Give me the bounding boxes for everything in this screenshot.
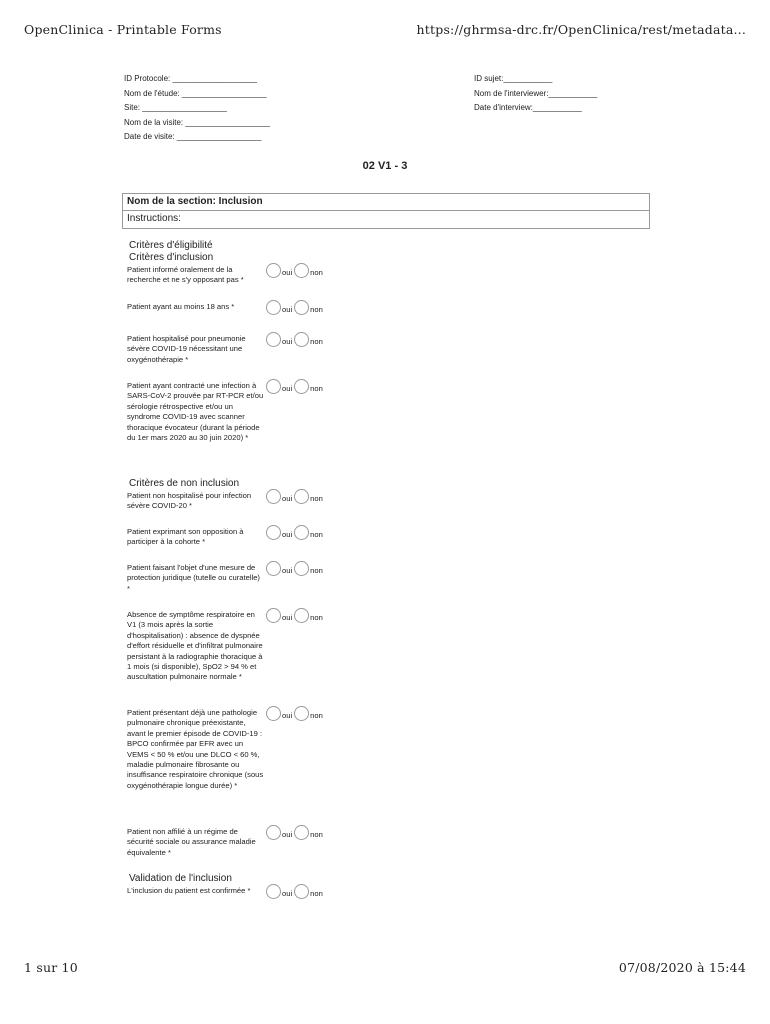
question-label: Patient ayant au moins 18 ans *	[127, 302, 235, 311]
radio-button[interactable]	[266, 608, 281, 623]
group-heading-line: Critères d'éligibilité	[129, 240, 213, 251]
radio-group	[266, 703, 325, 721]
study-fields	[124, 72, 270, 145]
option-label: non	[310, 613, 323, 622]
option-non[interactable]	[294, 329, 323, 347]
option-oui[interactable]	[266, 822, 292, 840]
option-oui[interactable]	[266, 703, 292, 721]
option-non[interactable]	[294, 260, 323, 278]
option-label: non	[310, 889, 323, 898]
page-url: https://ghrmsa-drc.fr/OpenClinica/rest/metadata...	[416, 22, 746, 37]
option-label: oui	[282, 494, 293, 503]
interviewer-name-field: Nom de l'interviewer:___________	[474, 88, 598, 98]
radio-group	[266, 881, 325, 899]
study-name-field: Nom de l'étude: ___________________	[124, 88, 267, 98]
protocol-id-field: ID Protocole: ___________________	[124, 74, 257, 83]
section-box	[122, 193, 650, 229]
radio-button[interactable]	[294, 525, 309, 540]
option-non[interactable]	[294, 297, 323, 315]
option-label: oui	[282, 566, 293, 575]
radio-group	[266, 522, 325, 540]
visit-name-field: Nom de la visite: ___________________	[124, 117, 270, 127]
option-label: non	[310, 830, 323, 839]
option-oui[interactable]	[266, 881, 292, 899]
option-oui[interactable]	[266, 605, 292, 623]
option-oui[interactable]	[266, 486, 292, 504]
radio-button[interactable]	[266, 825, 281, 840]
section-name: Nom de la section: Inclusion	[123, 194, 649, 211]
option-label: non	[310, 337, 323, 346]
option-non[interactable]	[294, 522, 323, 540]
visit-date-field: Date de visite: ___________________	[124, 132, 262, 141]
option-label: oui	[282, 337, 293, 346]
radio-button[interactable]	[266, 379, 281, 394]
subject-id-field: ID sujet:___________	[474, 74, 553, 83]
option-label: oui	[282, 530, 293, 539]
radio-group	[266, 486, 325, 504]
radio-button[interactable]	[294, 884, 309, 899]
option-non[interactable]	[294, 881, 323, 899]
option-oui[interactable]	[266, 297, 292, 315]
radio-button[interactable]	[266, 706, 281, 721]
option-label: non	[310, 384, 323, 393]
radio-button[interactable]	[266, 525, 281, 540]
option-label: oui	[282, 613, 293, 622]
radio-button[interactable]	[294, 379, 309, 394]
print-footer	[24, 960, 746, 975]
option-non[interactable]	[294, 558, 323, 576]
group-heading-validation	[129, 873, 232, 885]
group-heading-line: Critères d'inclusion	[129, 252, 214, 263]
group-heading-line: Validation de l'inclusion	[129, 873, 232, 884]
option-label: oui	[282, 889, 293, 898]
question-label: Patient non affilié à un régime de sécurité sociale ou assurance maladie équivalente *	[127, 827, 256, 857]
print-datetime: 07/08/2020 à 15:44	[618, 960, 746, 975]
option-label: oui	[282, 384, 293, 393]
question-label: Absence de symptôme respiratoire en V1 (3 mois après la sortie d'hospitalisation) : absence de dyspnée d'effort résiduelle et d'infiltrat pulmonaire persistant à la radiographie thoracique à 1 mois (si disponible), SpO2 > 94 % et auscultation pulmonaire normale *	[127, 610, 263, 682]
group-heading-eligibility	[129, 240, 213, 264]
site-field: Site: ___________________	[124, 103, 227, 112]
subject-fields	[474, 72, 597, 116]
option-label: oui	[282, 830, 293, 839]
question-label: Patient présentant déjà une pathologie pulmonaire chronique préexistante, avant le premier épisode de COVID-19 : BPCO confirmée par EFR avec un VEMS < 50 % et/ou une DLCO < 60 %, maladie pulmonaire fibrosante ou insuffisance respiratoire chronique (sous oxygénothérapie longue durée) *	[127, 708, 264, 790]
radio-group	[266, 297, 325, 315]
option-non[interactable]	[294, 605, 323, 623]
radio-button[interactable]	[294, 825, 309, 840]
radio-button[interactable]	[266, 884, 281, 899]
question-label: Patient hospitalisé pour pneumonie sévère COVID-19 nécessitant une oxygénothérapie *	[127, 334, 246, 364]
radio-button[interactable]	[294, 332, 309, 347]
option-non[interactable]	[294, 703, 323, 721]
question-label: Patient faisant l'objet d'une mesure de protection juridique (tutelle ou curatelle) *	[127, 563, 260, 593]
radio-button[interactable]	[294, 608, 309, 623]
radio-group	[266, 329, 325, 347]
question-label: L'inclusion du patient est confirmée *	[127, 886, 251, 895]
group-heading-line: Critères de non inclusion	[129, 478, 240, 489]
question-label: Patient exprimant son opposition à participer à la cohorte *	[127, 527, 244, 547]
radio-button[interactable]	[294, 561, 309, 576]
radio-group	[266, 260, 325, 278]
radio-group	[266, 822, 325, 840]
option-non[interactable]	[294, 376, 323, 394]
option-oui[interactable]	[266, 558, 292, 576]
question-label: Patient non hospitalisé pour infection sévère COVID-20 *	[127, 491, 252, 511]
radio-group	[266, 376, 325, 394]
radio-button[interactable]	[266, 489, 281, 504]
option-label: non	[310, 711, 323, 720]
radio-group	[266, 558, 325, 576]
option-label: non	[310, 530, 323, 539]
option-oui[interactable]	[266, 522, 292, 540]
radio-button[interactable]	[266, 561, 281, 576]
option-label: oui	[282, 711, 293, 720]
form-title: 02 V1 - 3	[362, 160, 408, 172]
option-oui[interactable]	[266, 260, 292, 278]
option-label: non	[310, 566, 323, 575]
radio-button[interactable]	[266, 332, 281, 347]
option-non[interactable]	[294, 486, 323, 504]
radio-button[interactable]	[294, 300, 309, 315]
section-instructions: Instructions:	[127, 213, 181, 224]
option-non[interactable]	[294, 822, 323, 840]
radio-button[interactable]	[266, 300, 281, 315]
radio-button[interactable]	[294, 489, 309, 504]
radio-button[interactable]	[294, 263, 309, 278]
print-header	[24, 22, 746, 37]
radio-button[interactable]	[294, 706, 309, 721]
option-label: non	[310, 494, 323, 503]
interview-date-field: Date d'interview:___________	[474, 103, 582, 112]
radio-button[interactable]	[266, 263, 281, 278]
question-label: Patient ayant contracté une infection à SARS-CoV-2 prouvée par RT-PCR et/ou sérologie rétrospective et/ou un syndrome COVID-19 avec scanner thoracique évocateur (durant la période du 1er mars 2020 au 30 juin 2020) *	[127, 381, 264, 443]
option-oui[interactable]	[266, 376, 292, 394]
question-label: Patient informé oralement de la recherche et ne s'y opposant pas *	[127, 265, 244, 285]
option-label: non	[310, 305, 323, 314]
radio-group	[266, 605, 325, 623]
option-label: oui	[282, 305, 293, 314]
page-counter: 1 sur 10	[24, 960, 78, 975]
option-oui[interactable]	[266, 329, 292, 347]
option-label: oui	[282, 268, 293, 277]
page-title: OpenClinica - Printable Forms	[24, 22, 222, 37]
group-heading-exclusion	[129, 478, 239, 490]
option-label: non	[310, 268, 323, 277]
